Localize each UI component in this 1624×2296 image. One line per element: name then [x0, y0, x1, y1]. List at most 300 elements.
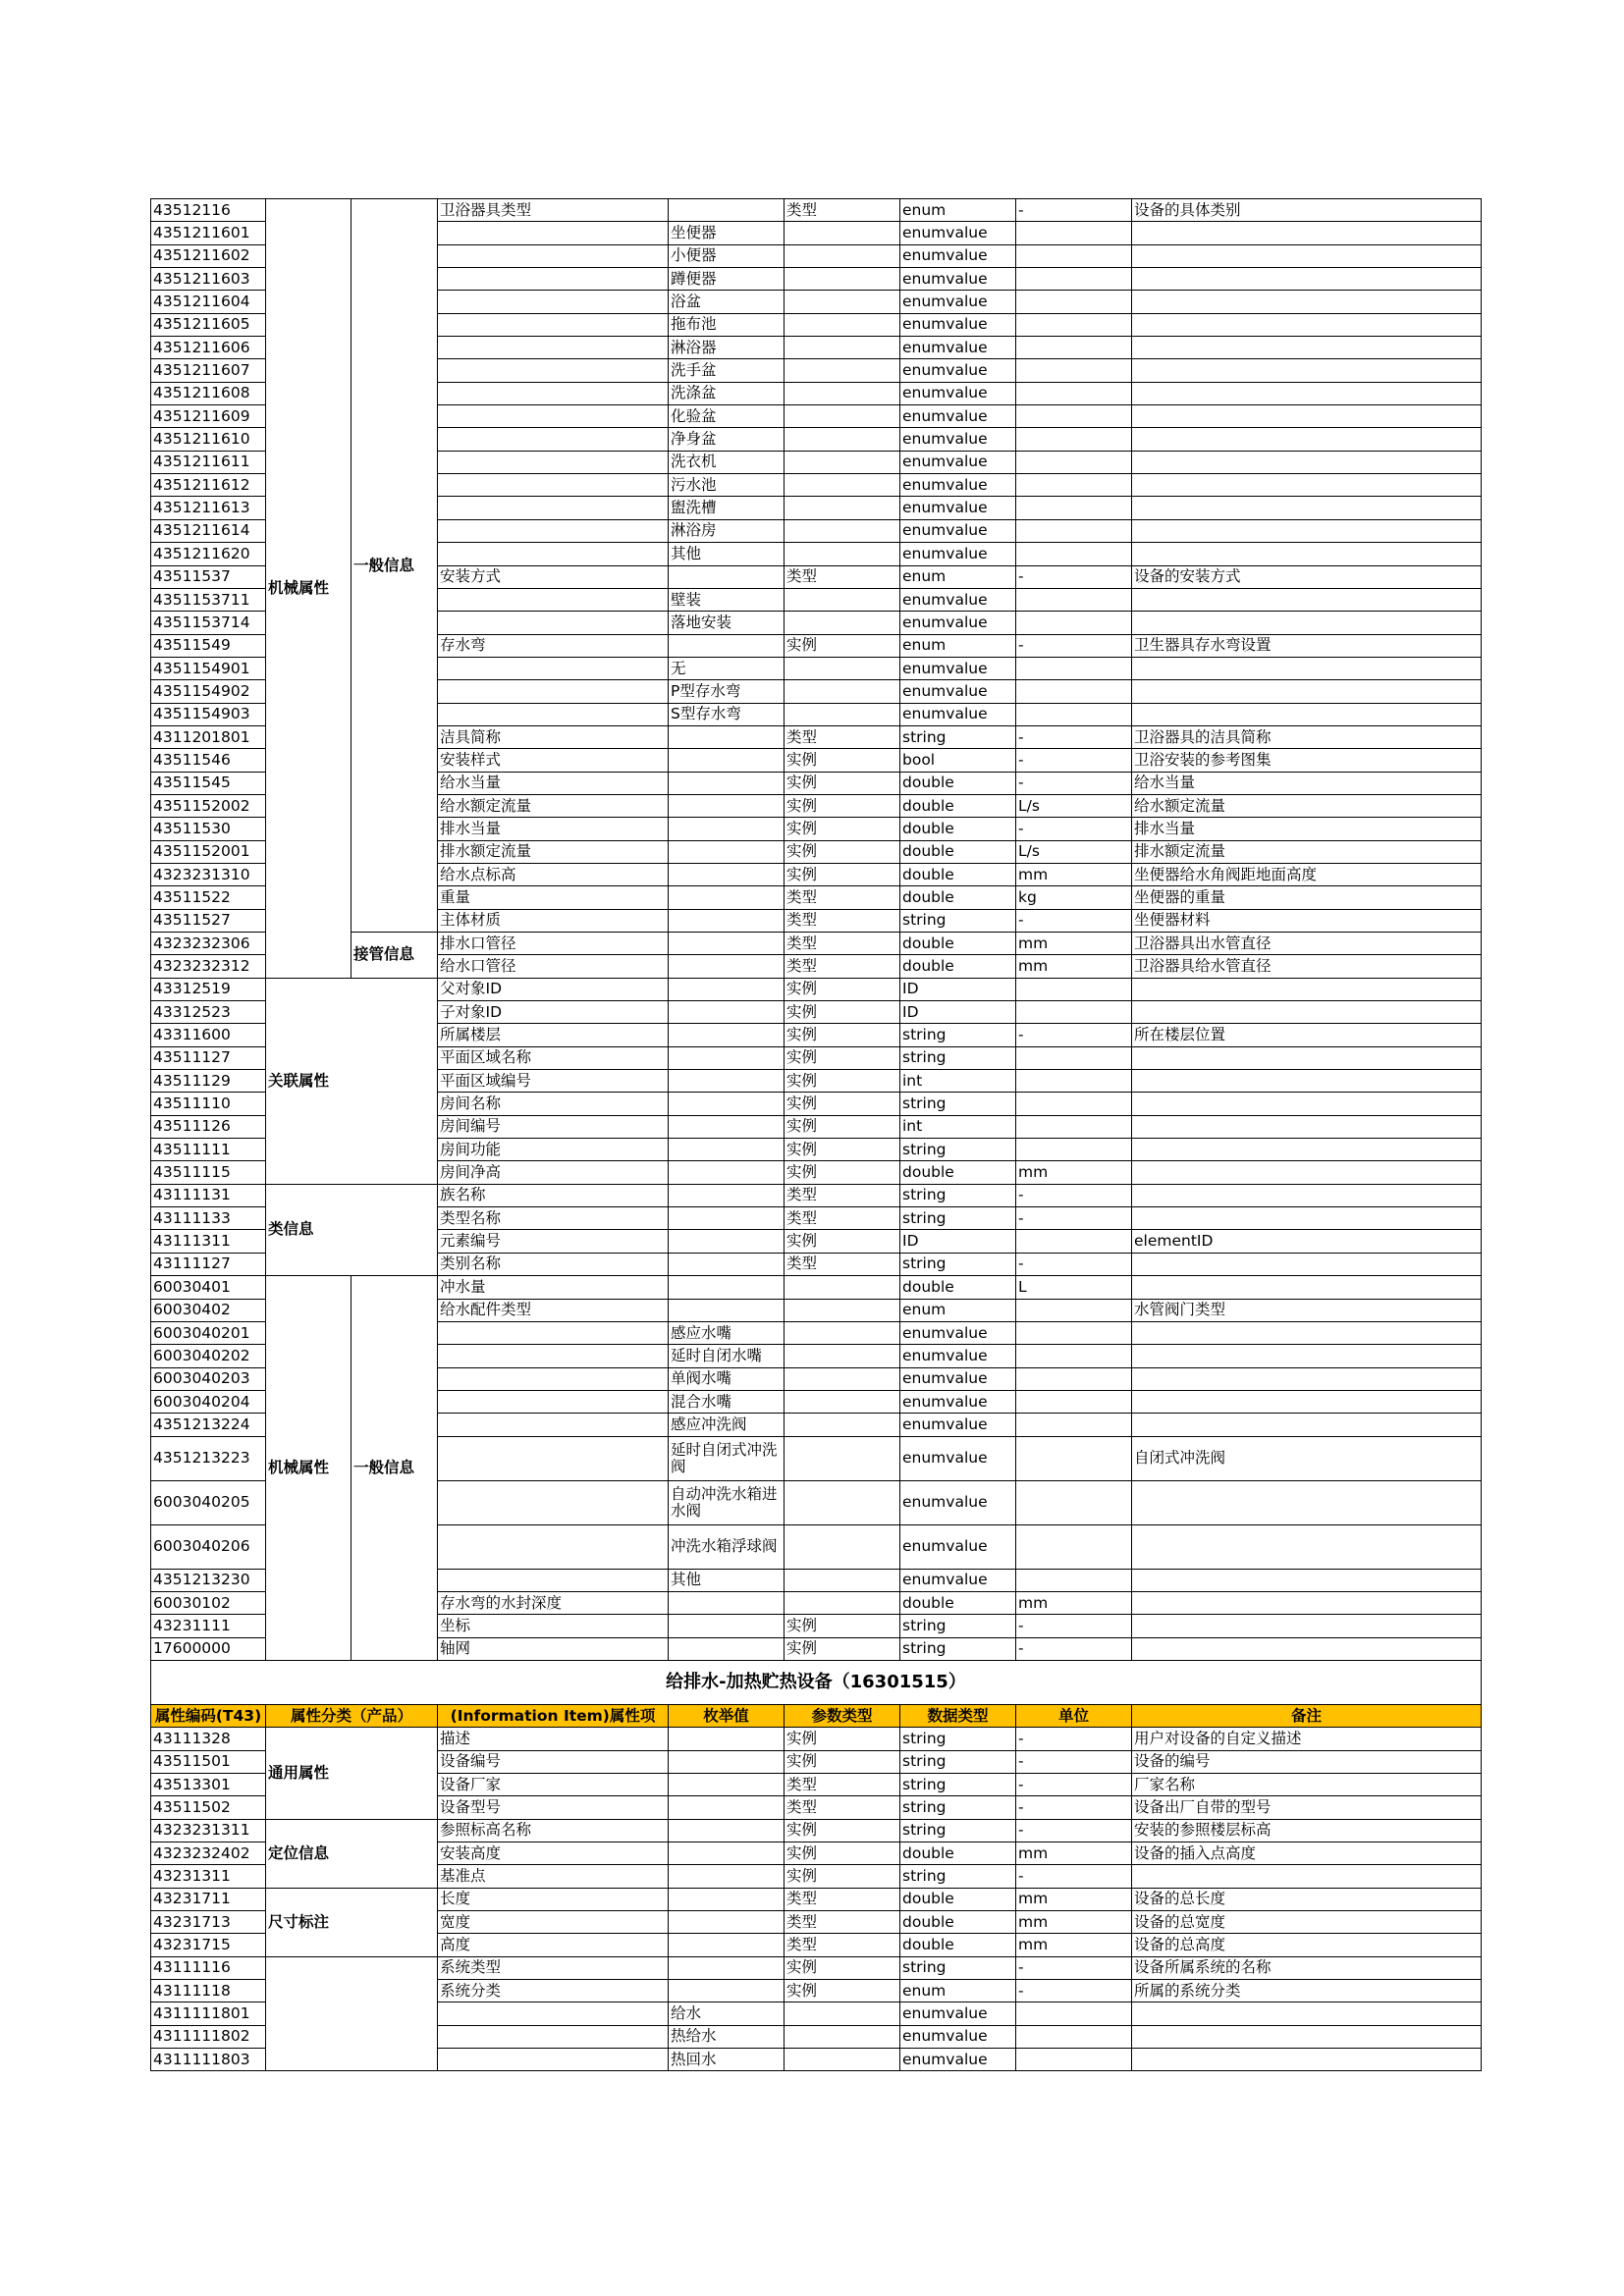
- cell-param-type: 实例: [785, 1728, 900, 1750]
- cell-note: 设备的总长度: [1132, 1888, 1482, 1910]
- cell-note: 排水额定流量: [1132, 840, 1482, 863]
- cell-note: [1132, 1865, 1482, 1888]
- cell-attribute: [438, 1345, 669, 1367]
- cell-data-type: string: [900, 1819, 1016, 1842]
- cell-code: 4351153711: [151, 588, 266, 611]
- cell-attribute: 洁具简称: [438, 725, 669, 748]
- cell-param-type: [785, 474, 900, 497]
- cell-enum: [669, 886, 785, 909]
- cell-data-type: enum: [900, 1299, 1016, 1321]
- header-code: 属性编码(T43): [151, 1704, 266, 1727]
- cell-enum: [669, 863, 785, 885]
- cell-unit: -: [1016, 1773, 1132, 1795]
- cell-param-type: [785, 2049, 900, 2071]
- cell-attribute: 子对象ID: [438, 1001, 669, 1024]
- cell-data-type: double: [900, 1591, 1016, 1614]
- cell-code: 4351211614: [151, 519, 266, 542]
- cell-data-type: enumvalue: [900, 2002, 1016, 2025]
- cell-unit: -: [1016, 634, 1132, 657]
- cell-unit: [1016, 268, 1132, 291]
- cell-data-type: string: [900, 1796, 1016, 1819]
- cell-enum: [669, 1276, 785, 1299]
- cell-attribute: 主体材质: [438, 909, 669, 932]
- cell-data-type: ID: [900, 1001, 1016, 1024]
- cell-note: [1132, 588, 1482, 611]
- cell-attribute: 族名称: [438, 1184, 669, 1206]
- cell-enum: [669, 1842, 785, 1865]
- cell-param-type: 类型: [785, 725, 900, 748]
- header-data-type: 数据类型: [900, 1704, 1016, 1727]
- cell-note: [1132, 1390, 1482, 1413]
- cell-param-type: [785, 337, 900, 359]
- cell-param-type: 实例: [785, 978, 900, 1000]
- cell-data-type: enumvalue: [900, 359, 1016, 382]
- cell-data-type: enumvalue: [900, 1367, 1016, 1390]
- cell-code: 4351211602: [151, 244, 266, 267]
- cell-code: 43111311: [151, 1230, 266, 1253]
- cell-data-type: enumvalue: [900, 313, 1016, 336]
- cell-code: 4323231310: [151, 863, 266, 885]
- cell-attribute: 排水口管径: [438, 933, 669, 955]
- cell-enum: 污水池: [669, 474, 785, 497]
- cell-unit: -: [1016, 1750, 1132, 1773]
- cell-attribute: [438, 2049, 669, 2071]
- cell-data-type: enumvalue: [900, 1321, 1016, 1344]
- cell-code: 4351213230: [151, 1569, 266, 1591]
- cell-note: 排水当量: [1132, 818, 1482, 840]
- cell-note: [1132, 978, 1482, 1000]
- cell-data-type: enumvalue: [900, 337, 1016, 359]
- cell-code: 4351154902: [151, 680, 266, 703]
- cell-attribute: 给水当量: [438, 772, 669, 794]
- cell-attribute: [438, 612, 669, 634]
- cell-param-type: 实例: [785, 818, 900, 840]
- cell-param-type: [785, 680, 900, 703]
- cell-code: 60030102: [151, 1591, 266, 1614]
- cell-param-type: [785, 222, 900, 244]
- cell-enum: 洗涤盆: [669, 382, 785, 404]
- cell-enum: [669, 749, 785, 772]
- cell-code: 43511111: [151, 1139, 266, 1161]
- cell-attribute: 设备型号: [438, 1796, 669, 1819]
- cell-enum: 单阀水嘴: [669, 1367, 785, 1390]
- cell-unit: [1016, 588, 1132, 611]
- cell-note: 卫浴器具给水管直径: [1132, 955, 1482, 978]
- cell-note: [1132, 1637, 1482, 1660]
- cell-note: 设备的具体类别: [1132, 199, 1482, 222]
- table-row: [151, 1728, 1482, 1750]
- cell-note: [1132, 1367, 1482, 1390]
- cell-param-type: [785, 1345, 900, 1367]
- cell-unit: -: [1016, 1184, 1132, 1206]
- cell-data-type: double: [900, 1161, 1016, 1184]
- cell-unit: [1016, 680, 1132, 703]
- cell-enum: 盥洗槽: [669, 497, 785, 519]
- group-mech-2: 机械属性: [266, 1276, 352, 1661]
- table-row: [151, 1888, 1482, 1910]
- cell-unit: [1016, 1139, 1132, 1161]
- cell-param-type: 实例: [785, 1139, 900, 1161]
- cell-attribute: 所属楼层: [438, 1024, 669, 1046]
- cell-data-type: enumvalue: [900, 291, 1016, 313]
- cell-enum: [669, 1184, 785, 1206]
- cell-unit: [1016, 1299, 1132, 1321]
- cell-param-type: 实例: [785, 1842, 900, 1865]
- cell-enum: [669, 725, 785, 748]
- cell-code: 4351211601: [151, 222, 266, 244]
- cell-unit: [1016, 1390, 1132, 1413]
- cell-unit: -: [1016, 1207, 1132, 1230]
- cell-unit: [1016, 519, 1132, 542]
- cell-data-type: string: [900, 1253, 1016, 1275]
- cell-enum: [669, 1796, 785, 1819]
- cell-unit: -: [1016, 909, 1132, 932]
- cell-code: 43111118: [151, 1980, 266, 2002]
- cell-param-type: [785, 1436, 900, 1480]
- cell-param-type: 实例: [785, 1980, 900, 2002]
- cell-data-type: double: [900, 1276, 1016, 1299]
- cell-enum: [669, 1773, 785, 1795]
- cell-enum: [669, 840, 785, 863]
- cell-note: [1132, 1480, 1482, 1524]
- cell-enum: 洗手盆: [669, 359, 785, 382]
- cell-data-type: string: [900, 1728, 1016, 1750]
- group-relation: 关联属性: [266, 978, 438, 1184]
- cell-unit: -: [1016, 1819, 1132, 1842]
- group-continued: [266, 1956, 438, 2071]
- table-row: [151, 1819, 1482, 1842]
- cell-enum: 延时自闭水嘴: [669, 1345, 785, 1367]
- cell-data-type: enumvalue: [900, 244, 1016, 267]
- cell-note: 所属的系统分类: [1132, 1980, 1482, 2002]
- cell-enum: 壁装: [669, 588, 785, 611]
- cell-code: 6003040203: [151, 1367, 266, 1390]
- cell-unit: -: [1016, 725, 1132, 748]
- cell-note: [1132, 359, 1482, 382]
- cell-enum: [669, 978, 785, 1000]
- cell-note: elementID: [1132, 1230, 1482, 1253]
- cell-enum: [669, 1980, 785, 2002]
- cell-enum: [669, 634, 785, 657]
- header-category: 属性分类（产品）: [266, 1704, 438, 1727]
- cell-param-type: 类型: [785, 1796, 900, 1819]
- cell-unit: [1016, 1367, 1132, 1390]
- cell-code: 43511549: [151, 634, 266, 657]
- cell-enum: [669, 1001, 785, 1024]
- cell-data-type: enumvalue: [900, 1414, 1016, 1436]
- cell-data-type: enum: [900, 1980, 1016, 2002]
- cell-note: [1132, 244, 1482, 267]
- cell-code: 43511522: [151, 886, 266, 909]
- cell-note: [1132, 657, 1482, 679]
- cell-enum: 落地安装: [669, 612, 785, 634]
- cell-attribute: [438, 474, 669, 497]
- cell-enum: 无: [669, 657, 785, 679]
- cell-param-type: [785, 543, 900, 565]
- cell-param-type: [785, 1414, 900, 1436]
- cell-enum: S型存水弯: [669, 703, 785, 725]
- cell-attribute: 系统分类: [438, 1980, 669, 2002]
- cell-code: 43511545: [151, 772, 266, 794]
- cell-code: 43511110: [151, 1093, 266, 1115]
- cell-code: 43231711: [151, 1888, 266, 1910]
- cell-code: 4311111803: [151, 2049, 266, 2071]
- cell-attribute: 房间编号: [438, 1115, 669, 1138]
- cell-enum: 感应水嘴: [669, 1321, 785, 1344]
- cell-attribute: [438, 1321, 669, 1344]
- cell-enum: 热给水: [669, 2025, 785, 2048]
- cell-data-type: string: [900, 1046, 1016, 1069]
- cell-code: 4351153714: [151, 612, 266, 634]
- cell-code: 6003040206: [151, 1524, 266, 1569]
- header-param-type: 参数类型: [785, 1704, 900, 1727]
- cell-data-type: double: [900, 863, 1016, 885]
- cell-code: 43511129: [151, 1070, 266, 1093]
- cell-data-type: enumvalue: [900, 428, 1016, 451]
- cell-unit: [1016, 543, 1132, 565]
- cell-attribute: [438, 497, 669, 519]
- cell-attribute: 系统类型: [438, 1956, 669, 1979]
- cell-enum: [669, 772, 785, 794]
- table-row: [151, 1956, 1482, 1979]
- cell-code: 43111116: [151, 1956, 266, 1979]
- cell-attribute: 设备编号: [438, 1750, 669, 1773]
- cell-unit: [1016, 1001, 1132, 1024]
- cell-data-type: enumvalue: [900, 222, 1016, 244]
- cell-attribute: [438, 451, 669, 473]
- cell-param-type: 类型: [785, 909, 900, 932]
- cell-note: [1132, 382, 1482, 404]
- cell-unit: [1016, 291, 1132, 313]
- cell-code: 4323231311: [151, 1819, 266, 1842]
- cell-param-type: 实例: [785, 1956, 900, 1979]
- cell-param-type: 实例: [785, 1865, 900, 1888]
- cell-enum: [669, 1253, 785, 1275]
- cell-data-type: bool: [900, 749, 1016, 772]
- cell-attribute: 给水额定流量: [438, 794, 669, 817]
- cell-note: [1132, 1615, 1482, 1637]
- cell-enum: 延时自闭式冲洗阀: [669, 1436, 785, 1480]
- cell-param-type: [785, 1367, 900, 1390]
- cell-note: [1132, 1414, 1482, 1436]
- cell-attribute: 安装高度: [438, 1842, 669, 1865]
- cell-attribute: [438, 2025, 669, 2048]
- cell-code: 17600000: [151, 1637, 266, 1660]
- cell-code: 4351211611: [151, 451, 266, 473]
- cell-enum: 热回水: [669, 2049, 785, 2071]
- cell-attribute: 存水弯: [438, 634, 669, 657]
- cell-data-type: string: [900, 1093, 1016, 1115]
- cell-param-type: [785, 313, 900, 336]
- cell-enum: [669, 933, 785, 955]
- cell-data-type: ID: [900, 1230, 1016, 1253]
- cell-attribute: [438, 1414, 669, 1436]
- cell-attribute: 平面区域名称: [438, 1046, 669, 1069]
- cell-attribute: [438, 428, 669, 451]
- cell-note: 给水当量: [1132, 772, 1482, 794]
- cell-note: [1132, 451, 1482, 473]
- cell-note: [1132, 1093, 1482, 1115]
- cell-code: 43511537: [151, 565, 266, 588]
- cell-param-type: [785, 1321, 900, 1344]
- cell-enum: [669, 955, 785, 978]
- cell-unit: mm: [1016, 1934, 1132, 1956]
- cell-code: 43513301: [151, 1773, 266, 1795]
- cell-enum: 混合水嘴: [669, 1390, 785, 1413]
- cell-note: [1132, 1070, 1482, 1093]
- cell-param-type: [785, 405, 900, 428]
- cell-note: 设备的总宽度: [1132, 1911, 1482, 1934]
- cell-enum: 净身盆: [669, 428, 785, 451]
- cell-enum: [669, 1750, 785, 1773]
- cell-code: 4351211606: [151, 337, 266, 359]
- cell-note: 设备的编号: [1132, 1750, 1482, 1773]
- cell-enum: [669, 1615, 785, 1637]
- cell-data-type: string: [900, 1024, 1016, 1046]
- cell-note: 坐便器给水角阀距地面高度: [1132, 863, 1482, 885]
- cell-code: 43111133: [151, 1207, 266, 1230]
- cell-attribute: [438, 2002, 669, 2025]
- cell-note: [1132, 1161, 1482, 1184]
- cell-param-type: 类型: [785, 1911, 900, 1934]
- cell-data-type: string: [900, 1750, 1016, 1773]
- cell-attribute: 房间净高: [438, 1161, 669, 1184]
- cell-note: 用户对设备的自定义描述: [1132, 1728, 1482, 1750]
- cell-param-type: 实例: [785, 1637, 900, 1660]
- cell-data-type: string: [900, 1865, 1016, 1888]
- cell-param-type: [785, 703, 900, 725]
- cell-code: 4351211607: [151, 359, 266, 382]
- cell-param-type: 类型: [785, 565, 900, 588]
- cell-note: [1132, 1253, 1482, 1275]
- cell-data-type: enum: [900, 565, 1016, 588]
- cell-attribute: [438, 703, 669, 725]
- header-row: [151, 1704, 1482, 1727]
- cell-code: 43231713: [151, 1911, 266, 1934]
- cell-param-type: [785, 519, 900, 542]
- cell-enum: 给水: [669, 2002, 785, 2025]
- cell-unit: -: [1016, 772, 1132, 794]
- cell-param-type: 类型: [785, 1184, 900, 1206]
- cell-param-type: 实例: [785, 1750, 900, 1773]
- cell-data-type: enumvalue: [900, 497, 1016, 519]
- cell-enum: [669, 1070, 785, 1093]
- cell-note: 设备出厂自带的型号: [1132, 1796, 1482, 1819]
- cell-code: 60030402: [151, 1299, 266, 1321]
- cell-param-type: [785, 291, 900, 313]
- cell-attribute: 房间名称: [438, 1093, 669, 1115]
- cell-param-type: [785, 2002, 900, 2025]
- cell-note: [1132, 1345, 1482, 1367]
- cell-enum: [669, 794, 785, 817]
- cell-param-type: [785, 497, 900, 519]
- cell-enum: [669, 1024, 785, 1046]
- header-enum: 枚举值: [669, 1704, 785, 1727]
- cell-data-type: enumvalue: [900, 543, 1016, 565]
- cell-data-type: enum: [900, 634, 1016, 657]
- cell-data-type: enumvalue: [900, 1569, 1016, 1591]
- cell-attribute: 存水弯的水封深度: [438, 1591, 669, 1614]
- cell-data-type: string: [900, 1637, 1016, 1660]
- cell-enum: 淋浴房: [669, 519, 785, 542]
- cell-note: 卫浴器具的洁具简称: [1132, 725, 1482, 748]
- cell-param-type: [785, 1276, 900, 1299]
- cell-code: 43511127: [151, 1046, 266, 1069]
- cell-attribute: 元素编号: [438, 1230, 669, 1253]
- cell-enum: [669, 1161, 785, 1184]
- cell-note: [1132, 1207, 1482, 1230]
- cell-unit: [1016, 405, 1132, 428]
- cell-unit: [1016, 978, 1132, 1000]
- cell-attribute: 安装样式: [438, 749, 669, 772]
- cell-attribute: 重量: [438, 886, 669, 909]
- cell-unit: [1016, 1046, 1132, 1069]
- cell-unit: -: [1016, 1980, 1132, 2002]
- cell-note: 所在楼层位置: [1132, 1024, 1482, 1046]
- cell-note: 卫浴安装的参考图集: [1132, 749, 1482, 772]
- cell-code: 43311600: [151, 1024, 266, 1046]
- cell-enum: 小便器: [669, 244, 785, 267]
- cell-attribute: [438, 1569, 669, 1591]
- cell-unit: -: [1016, 199, 1132, 222]
- cell-param-type: [785, 1480, 900, 1524]
- cell-enum: 自动冲洗水箱进水阀: [669, 1480, 785, 1524]
- cell-note: [1132, 2025, 1482, 2048]
- cell-param-type: 类型: [785, 933, 900, 955]
- cell-param-type: [785, 1524, 900, 1569]
- cell-unit: mm: [1016, 1911, 1132, 1934]
- cell-enum: [669, 565, 785, 588]
- cell-attribute: 平面区域编号: [438, 1070, 669, 1093]
- cell-unit: -: [1016, 1796, 1132, 1819]
- cell-data-type: enum: [900, 199, 1016, 222]
- header-attribute: (Information Item)属性项: [438, 1704, 669, 1727]
- cell-attribute: 设备厂家: [438, 1773, 669, 1795]
- cell-data-type: double: [900, 1911, 1016, 1934]
- cell-code: 4351211610: [151, 428, 266, 451]
- cell-param-type: [785, 1299, 900, 1321]
- cell-unit: mm: [1016, 1842, 1132, 1865]
- subgroup-general-1: 一般信息: [352, 199, 438, 933]
- cell-note: [1132, 1046, 1482, 1069]
- cell-attribute: [438, 405, 669, 428]
- cell-unit: [1016, 428, 1132, 451]
- cell-unit: [1016, 1569, 1132, 1591]
- cell-attribute: 基准点: [438, 1865, 669, 1888]
- cell-code: 4351211608: [151, 382, 266, 404]
- cell-param-type: [785, 1390, 900, 1413]
- cell-attribute: 卫浴器具类型: [438, 199, 669, 222]
- cell-note: [1132, 1569, 1482, 1591]
- cell-data-type: int: [900, 1115, 1016, 1138]
- cell-data-type: double: [900, 1934, 1016, 1956]
- cell-enum: 拖布池: [669, 313, 785, 336]
- cell-data-type: enumvalue: [900, 1345, 1016, 1367]
- cell-unit: -: [1016, 565, 1132, 588]
- cell-unit: [1016, 1115, 1132, 1138]
- cell-enum: 其他: [669, 543, 785, 565]
- cell-enum: [669, 1299, 785, 1321]
- cell-code: 43312523: [151, 1001, 266, 1024]
- cell-param-type: [785, 359, 900, 382]
- cell-data-type: double: [900, 886, 1016, 909]
- cell-code: 43111328: [151, 1728, 266, 1750]
- cell-data-type: int: [900, 1070, 1016, 1093]
- cell-enum: P型存水弯: [669, 680, 785, 703]
- cell-note: 安装的参照楼层标高: [1132, 1819, 1482, 1842]
- cell-data-type: enumvalue: [900, 2025, 1016, 2048]
- cell-data-type: enumvalue: [900, 405, 1016, 428]
